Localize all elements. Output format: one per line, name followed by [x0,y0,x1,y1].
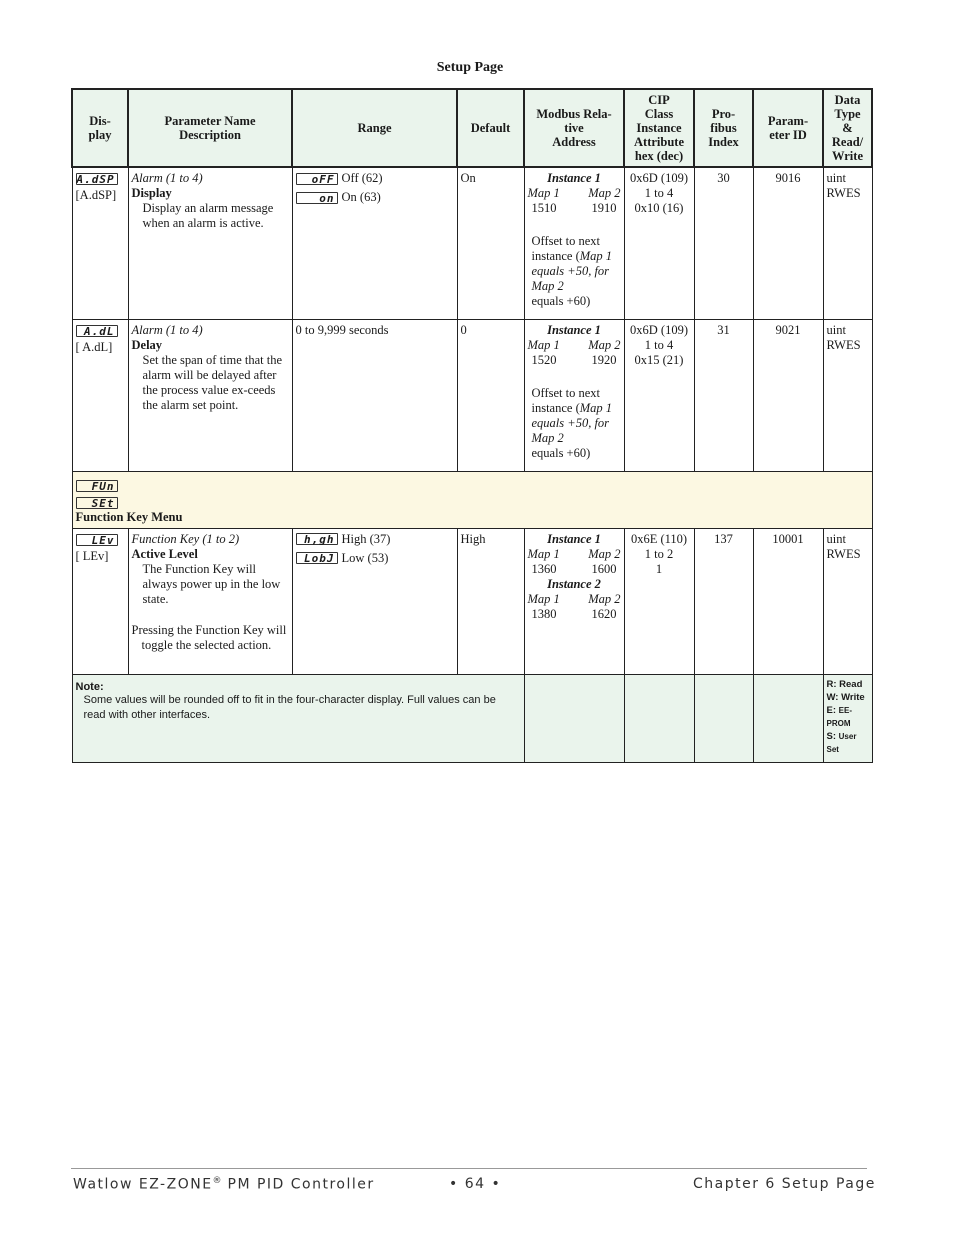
cip-cell: 0x6E (110) 1 to 2 1 [624,528,694,674]
cip-cell: 0x6D (109) 1 to 4 0x10 (16) [624,167,694,319]
data-type-cell: uint RWES [823,167,872,319]
header-parameter-name: Parameter Name Description [128,89,292,167]
header-parameter-id: Param- eter ID [753,89,823,167]
display-cell: LEv [ LEv] [72,528,128,674]
lcd-on-icon: on [296,192,338,204]
param-id-cell: 9016 [753,167,823,319]
data-type-cell: uint RWES [823,319,872,471]
note-row [72,674,872,762]
modbus-cell: Instance 1 Map 1 Map 2 1510 1910 Offset to next instance (Map 1 equals +50, for Map 2 equals +60) [524,167,624,319]
display-cell: A.dL [ A.dL] [72,319,128,471]
param-id-cell: 10001 [753,528,823,674]
table-row [72,528,872,674]
footer-divider [71,1168,867,1169]
range-cell: h,gh High (37) LobJ Low (53) [292,528,457,674]
default-cell: On [457,167,524,319]
header-range: Range [292,89,457,167]
header-modbus: Modbus Rela- tive Address [524,89,624,167]
footer-right: Chapter 6 Setup Page [693,1176,876,1192]
page-title: Setup Page [436,60,504,75]
cip-cell: 0x6D (109) 1 to 4 0x15 (21) [624,319,694,471]
header-cip: CIP Class Instance Attribute hex (dec) [624,89,694,167]
header-profibus: Pro- fibus Index [694,89,753,167]
display-cell: A.dSP [A.dSP] [72,167,128,319]
setup-table [71,88,873,763]
header-default: Default [457,89,524,167]
parameter-cell: Function Key (1 to 2) Active Level The Function Key will always power up in the low state. Pressing the Function Key will toggle the selected action. [128,528,292,674]
header-display: Dis- play [72,89,128,167]
lcd-low-icon: LobJ [296,552,338,564]
header-data-type: Data Type & Read/ Write [823,89,872,167]
note-text: Some values will be rounded off to fit in the four-character display. Full values can be read with other interfaces. [83,693,496,721]
table-row [72,167,872,319]
data-type-cell: uint RWES [823,528,872,674]
param-id-cell: 9021 [753,319,823,471]
profibus-cell: 137 [694,528,753,674]
menu-label: Function Key Menu [75,509,183,524]
read-write-legend: R: Read W: Write E: EE-PROM S: User Set [823,674,872,762]
default-cell: High [457,528,524,674]
lcd-high-icon: h,gh [296,533,338,545]
profibus-cell: 31 [694,319,753,471]
lcd-fun-icon: FUn [76,480,118,492]
lcd-display-icon: LEv [76,534,118,546]
modbus-cell: Instance 1 Map 1 Map 2 1360 1600 Instance 2 Map 1 Map 2 1380 1620 [524,528,624,674]
modbus-cell: Instance 1 Map 1 Map 2 1520 1920 Offset to next instance (Map 1 equals +50, for Map 2 equals +60) [524,319,624,471]
lcd-off-icon: oFF [296,173,338,185]
lcd-display-icon: A.dL [76,325,118,337]
range-cell: oFF Off (62) on On (63) [292,167,457,319]
profibus-cell: 30 [694,167,753,319]
default-cell: 0 [457,319,524,471]
menu-row [72,471,872,528]
parameter-cell: Alarm (1 to 4) Delay Set the span of time that the alarm will be delayed after the process value ex-ceeds the alarm set point. [128,319,292,471]
lcd-display-icon: A.dSP [76,173,118,185]
footer-left: Watlow EZ-ZONE® PM PID Controller [73,1176,375,1193]
lcd-set-icon: SEt [76,497,118,509]
range-cell: 0 to 9,999 seconds [292,319,457,471]
page-number: • 64 • [449,1176,502,1192]
parameter-cell: Alarm (1 to 4) Display Display an alarm message when an alarm is active. [128,167,292,319]
note-title: Note: [75,680,104,693]
table-row [72,319,872,471]
